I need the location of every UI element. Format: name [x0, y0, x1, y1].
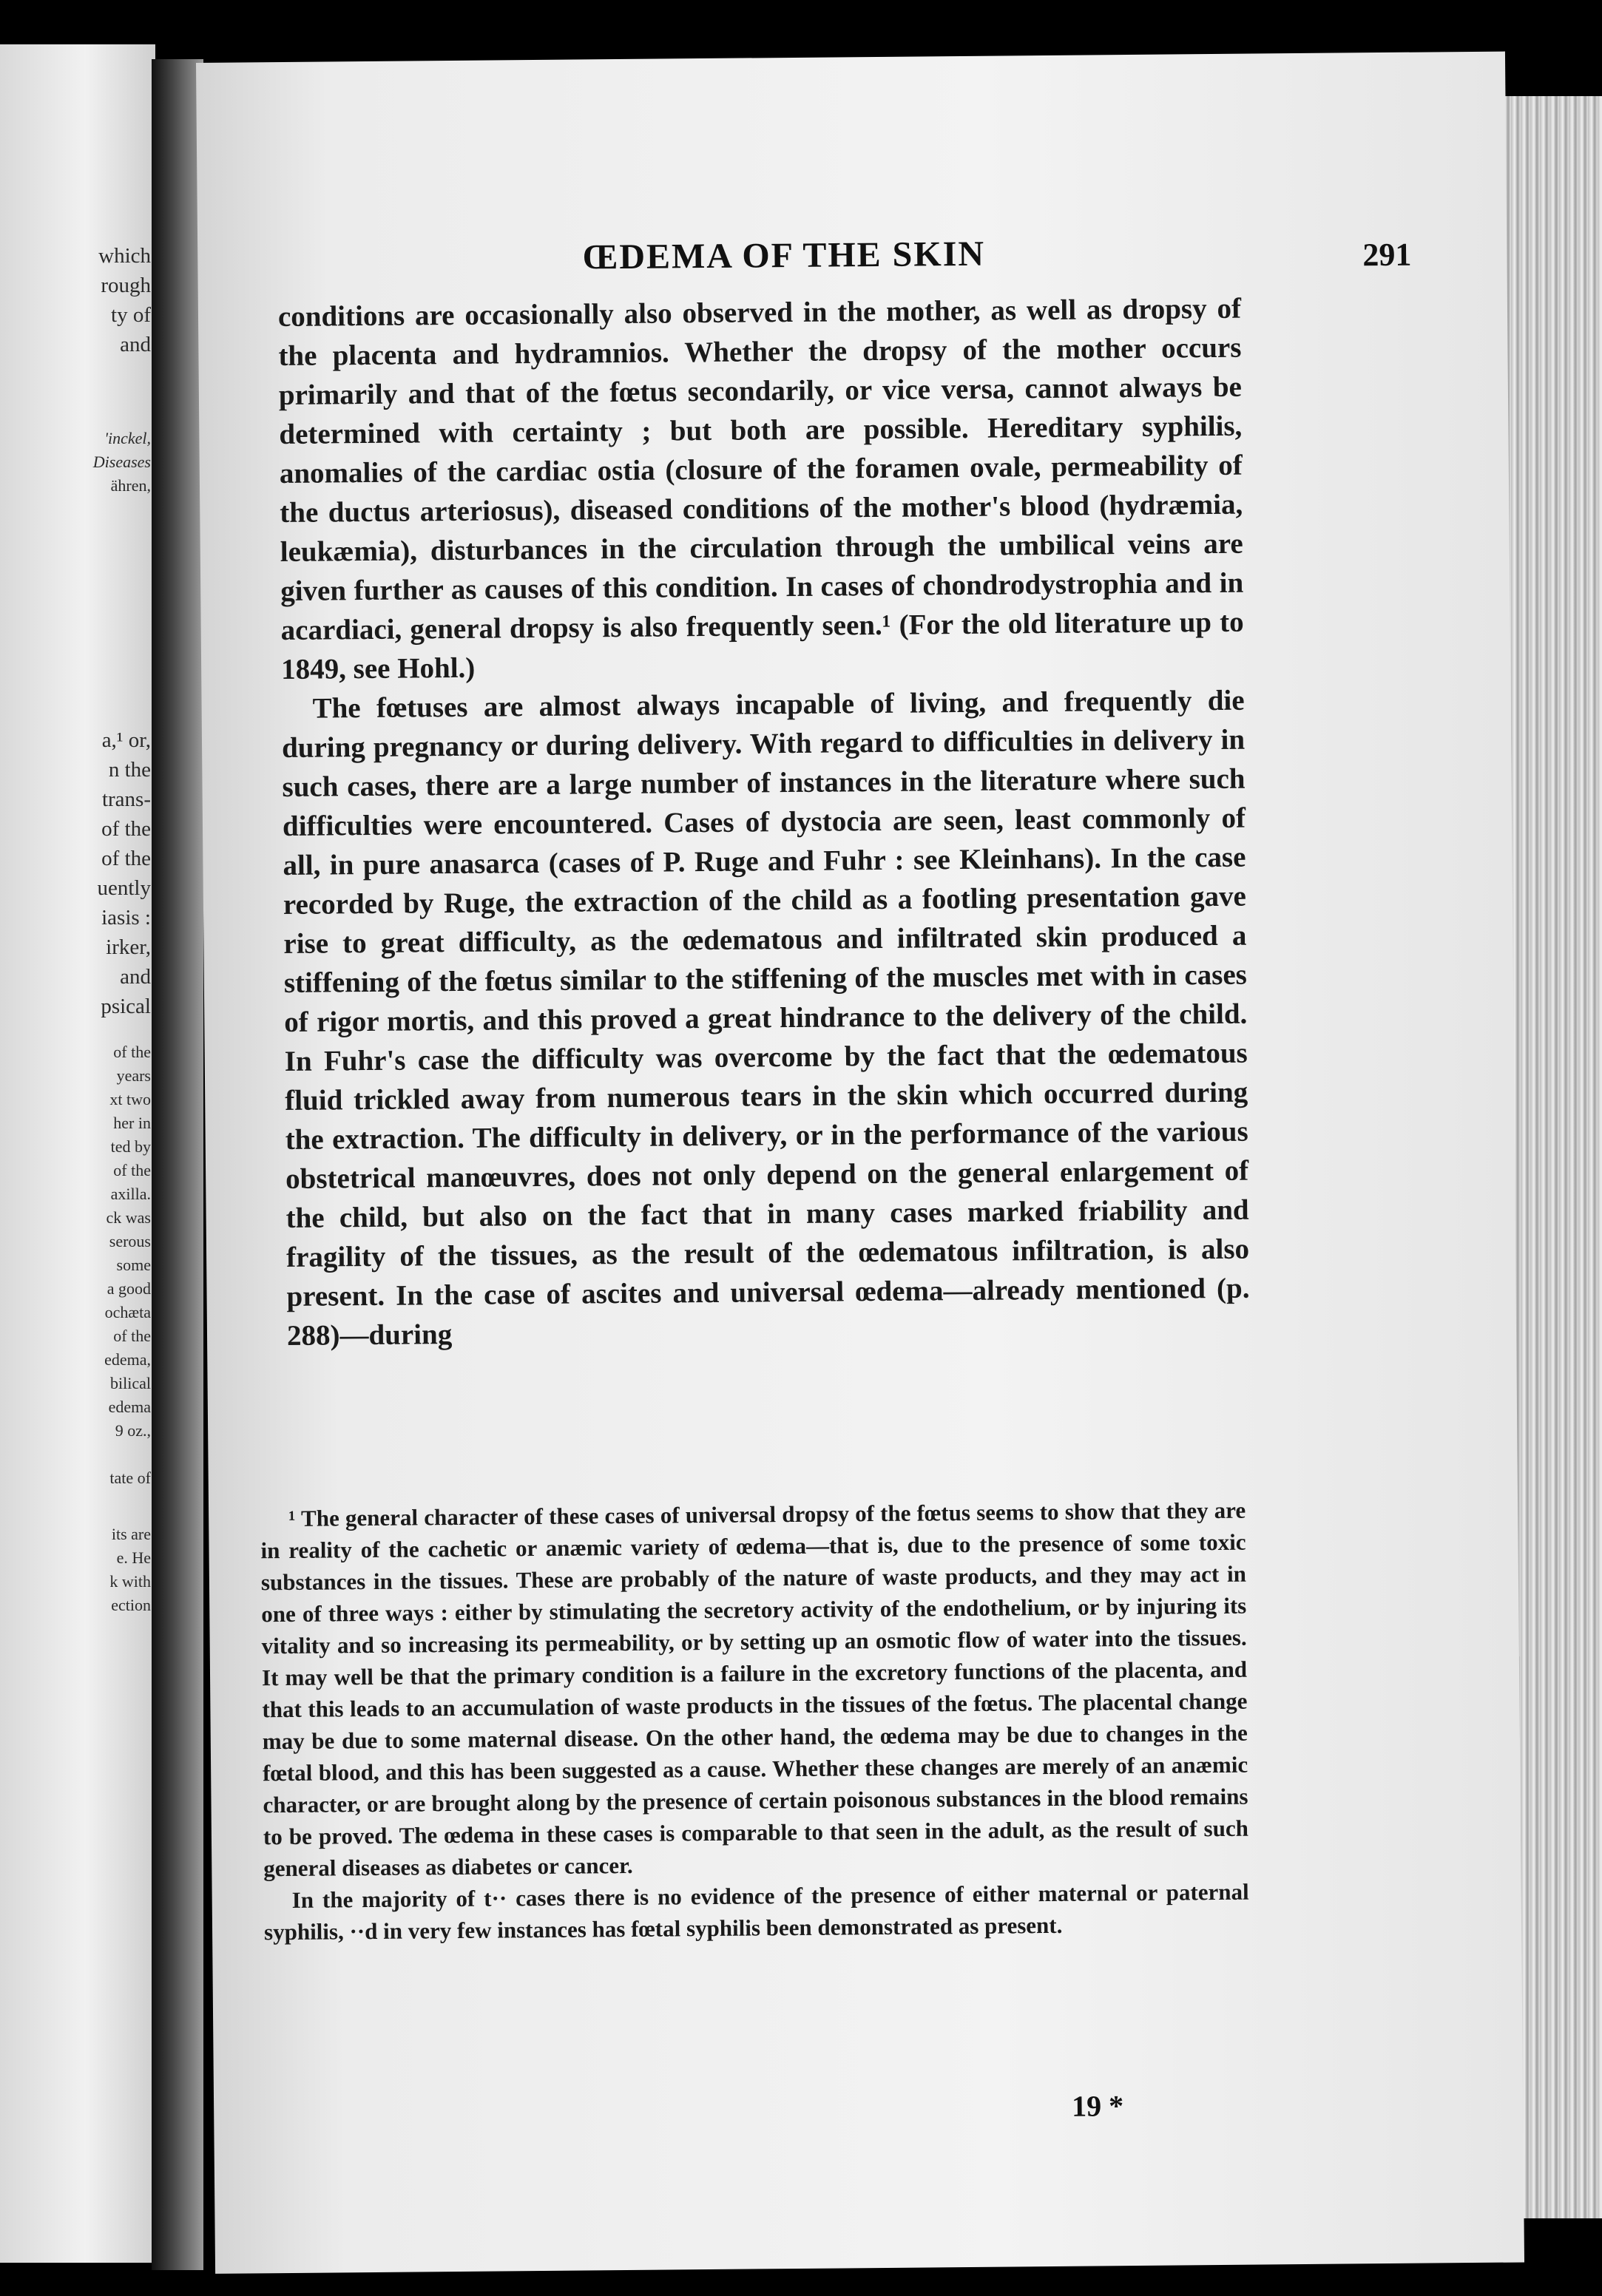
facing-page-left — [0, 44, 155, 2263]
facing-page-line: ochæta — [104, 1303, 151, 1321]
facing-page-line: of the — [113, 1043, 151, 1061]
facing-page-line: xt two — [109, 1090, 151, 1108]
facing-page-line: Diseases — [92, 453, 151, 471]
facing-page-line: a good — [107, 1279, 151, 1298]
book-page — [196, 52, 1524, 2274]
facing-page-line: ted by — [110, 1137, 151, 1156]
facing-page-line: its are — [111, 1525, 151, 1543]
page-number: 291 — [1362, 236, 1412, 274]
facing-page-line: n the — [108, 758, 151, 782]
facing-page-line: tate of — [109, 1469, 151, 1487]
facing-page-line: e. He — [116, 1548, 151, 1567]
facing-page-line: of the — [101, 817, 151, 841]
facing-page-line: ty of — [111, 303, 151, 327]
facing-page-line: edema, — [104, 1350, 151, 1369]
facing-page-line: of the — [101, 847, 151, 870]
facing-page-line: psical — [101, 995, 151, 1018]
paragraph: The fœtuses are almost always incapable of living, and frequently die during pregnancy or during delivery. With regard to difficulties in delivery in such cases, there are a large number of instances in the literature where such difficulties were encountered. Cases of dystocia are seen, least commonly of all, in pure anasarca (cases of P. Ruge and Fuhr : see Kleinhans). In the case recorded by Ruge, the extraction of the child as a footling presentation gave rise to great difficulty, as the œdematous and infiltrated skin produced a stiffening of the fœtus similar to the stiffening of the muscles met with in cases of rigor mortis, and this proved a great hindrance to the delivery of the child. In Fuhr's case the difficulty was overcome by the fact that the œdematous fluid trickled away from numerous tears in the skin which occurred during the extraction. The difficulty in delivery, or in the performance of the various obstetrical manœuvres, does not only depend on the general enlargement of the child, but also on the fact that in many cases marked friability and fragility of the tissues, as the result of the œdematous infiltration, is also present. In the case of ascites and universal œdema—already mentioned (p. 288)—during — [281, 684, 1250, 1352]
facing-page-line: a,¹ or, — [101, 728, 151, 752]
signature-mark: 19 * — [1071, 2089, 1124, 2123]
facing-page-line: some — [116, 1256, 151, 1274]
running-header: ŒDEMA OF THE SKIN — [582, 234, 986, 277]
facing-page-line: of the — [113, 1161, 151, 1179]
facing-page-line: 'inckel, — [104, 429, 151, 447]
facing-page-line: axilla. — [110, 1185, 151, 1203]
facing-page-line: and — [120, 333, 151, 356]
facing-page-line: uently — [97, 876, 151, 900]
facing-page-line: bilical — [110, 1374, 151, 1392]
facing-page-line: trans- — [101, 788, 151, 811]
facing-page-line: k with — [109, 1572, 151, 1591]
facing-page-line: rough — [101, 274, 151, 297]
footnote — [260, 1494, 1249, 1948]
facing-page-line: and — [120, 965, 151, 989]
book-gutter — [152, 59, 203, 2270]
facing-page-line: her in — [113, 1114, 151, 1132]
facing-page-line: which — [98, 244, 151, 268]
facing-page-line: ck was — [106, 1208, 151, 1227]
facing-page-line: serous — [109, 1232, 151, 1250]
facing-page-line: years — [116, 1066, 151, 1085]
facing-page-line: edema — [108, 1398, 151, 1416]
paragraph: conditions are occasionally also observed in the mother, as well as dropsy of the placenta and hydramnios. Whether the dropsy of the mother occurs primarily and that of the fœtus secondarily, or vice versa, cannot always be determined with certainty ; but both are possible. Hereditary syphilis, anomalies of the cardiac ostia (closure of the foramen ovale, permeability of the ductus arteriosus), diseased conditions of the mother's blood (hydræmia, leukæmia), disturbances in the circulation through the umbilical veins are given further as causes of this condition. In cases of chondrodystrophia and in acardiaci, general dropsy is also frequently seen.¹ (For the old literature up to 1849, see Hohl.) — [277, 292, 1244, 686]
footnote-paragraph: In the majority of t·· cases there is no evidence of the presence of either maternal or paternal syphilis, ··d in very few instances has fœtal syphilis been demonstrated as present. — [263, 1878, 1249, 1945]
facing-page-line: ähren, — [110, 476, 151, 495]
body-text — [278, 289, 1250, 1355]
facing-page-line: of the — [113, 1327, 151, 1345]
facing-page-line: iasis : — [101, 906, 151, 929]
facing-page-line: irker, — [106, 935, 151, 959]
facing-page-line: ection — [111, 1596, 151, 1614]
footnote-paragraph: ¹ The general character of these cases of universal dropsy of the fœtus seems to show that they are in reality of the cachetic or anæmic variety of œdema—that is, due to the presence of some toxic substances in the tissues. These are probably of the nature of waste products, and they may act in one of three ways : either by stimulating the secretory activity of the endothelium, or by injuring its vitality and so increasing its permeability, or by setting up an osmotic flow of water into the tissues. It may well be that the primary condition is a failure in the excretory functions of the placenta, and that this leads to an accumulation of waste products in the tissues of the fœtus. The placental change may be due to some maternal disease. On the other hand, the œdema may be due to changes in the fœtal blood, and this has been suggested as a cause. Whether these changes are merely of an anæmic character, or are brought along by the presence of certain poisonous substances in the blood remains to be proved. The œdema in these cases is comparable to that seen in the adult, as the result of such general diseases as diabetes or cancer. — [260, 1497, 1249, 1882]
facing-page-line: 9 oz., — [115, 1421, 151, 1440]
